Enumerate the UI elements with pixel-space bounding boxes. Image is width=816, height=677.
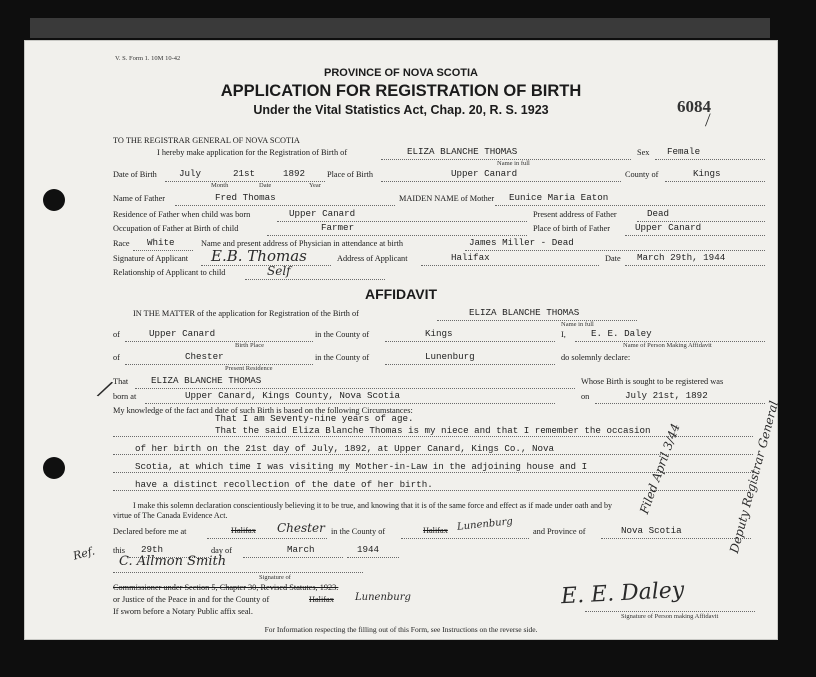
affidavit-intro: IN THE MATTER of the application for Registration of the Birth of [133,309,359,318]
declare-text: do solemnly declare: [561,353,631,362]
deponent-caption: Name of Person Making Affidavit [623,342,712,349]
circumstance-line-3: of her birth on the 21st day of July, 1892, at Upper Canard, Kings Co., Nova [135,443,555,454]
declared-place: Chester [277,521,325,535]
day-of-label: day of [211,546,232,555]
father-address: Dead [647,208,670,219]
affidavit-child-name: ELIZA BLANCHE THOMAS [469,307,580,318]
registrar-note: Deputy Registrar General [727,399,782,555]
applicant-address: Halifax [451,252,490,263]
born-at-label: born at [113,392,137,401]
province-label: and Province of [533,527,586,536]
footer-note: For Information respecting the filling out of this Form, see Instructions on the reverse side. [264,625,538,634]
of-label-2: of [113,353,120,362]
that-label: That [113,377,129,386]
born-at-value: Upper Canard, Kings County, Nova Scotia [185,390,401,401]
affidavit-birth-county: Kings [425,328,453,339]
notary-line: If sworn before a Notary Public affix seal. [113,607,253,616]
county-struck: Halifax [423,526,448,535]
born-on-value: July 21st, 1892 [625,390,708,401]
province-heading: PROVINCE OF NOVA SCOTIA [323,67,478,79]
ref-note: Ref. [71,544,97,563]
father-name: Fred Thomas [215,192,276,203]
declared-struck: Halifax [231,526,256,535]
form-code: V. S. Form 1. 10M 10-42 [115,55,181,62]
declared-day: 29th [141,544,164,555]
relationship-label: Relationship of Applicant to child [113,268,226,277]
declared-year: 1944 [357,544,380,555]
birth-month: July [179,168,202,179]
place-of-birth: Upper Canard [451,168,518,179]
signature-label: Signature of Applicant [113,254,189,263]
date-label: Date [605,254,621,263]
declaration-line-2: virtue of The Canada Evidence Act. [113,511,228,520]
county-value: Kings [693,168,721,179]
deponent-residence: Chester [185,351,224,362]
punch-hole-top [43,189,65,211]
registration-number: 6084 [677,97,711,116]
application-date: March 29th, 1944 [637,252,726,263]
name-caption: Name in full [497,160,530,167]
circumstance-line-5: have a distinct recollection of the date of her birth. [135,479,433,490]
county-label: County of [625,170,659,179]
this-label: this [113,546,125,555]
applicant-signature: E.B. Thomas [211,247,307,265]
of-label-1: of [113,330,120,339]
application-intro: I hereby make application for the Registration of Birth of [157,148,348,157]
father-label: Name of Father [113,194,166,203]
affidavit-name-caption: Name in full [561,321,594,328]
father-occupation: Farmer [321,222,355,233]
circumstance-line-1: That I am Seventy-nine years of age. [215,413,414,424]
commissioner-signature: C. Allmon Smith [119,554,227,569]
registrar-line: TO THE REGISTRAR GENERAL OF NOVA SCOTIA [113,136,300,145]
whose-birth-text: Whose Birth is sought to be registered was [581,377,724,386]
i-label: I, [561,330,566,339]
race-label: Race [113,239,130,248]
deponent-county: Lunenburg [425,351,475,362]
father-pob-label: Place of birth of Father [533,224,610,233]
jp-county: Lunenburg [355,592,411,603]
dob-label: Date of Birth [113,170,157,179]
sex-label: Sex [637,148,650,157]
month-caption: Month [211,182,229,189]
residence-caption: Present Residence [225,365,273,372]
declared-province: Nova Scotia [621,525,682,536]
filed-note: Filed April 3/44 [637,421,683,516]
punch-hole-bottom [43,457,65,479]
jp-line: or Justice of the Peace in and for the County of [113,595,270,604]
mother-label: MAIDEN NAME of Mother [399,194,495,203]
that-name: ELIZA BLANCHE THOMAS [151,375,262,386]
relationship-value: Self [267,264,291,278]
commissioner-line: Commissioner under Section 5, Chapter 30, Revised Statutes, 1923. [113,583,339,592]
child-name: ELIZA BLANCHE THOMAS [407,146,518,157]
knowledge-text: My knowledge of the fact and date of such Birth is based on the following Circumstances: [113,406,413,415]
affidavit-heading: AFFIDAVIT [364,286,438,302]
margin-checkmark: / [96,376,113,403]
jp-county-struck: Halifax [309,595,334,604]
deponent-signature-caption: Signature of Person making Affidavit [621,613,719,620]
declared-label: Declared before me at [113,527,187,536]
occupation-label: Occupation of Father at Birth of child [113,224,239,233]
form-subtitle: Under the Vital Statistics Act, Chap. 20, R. S. 1923 [253,103,549,117]
declared-county-label: in the County of [331,527,386,536]
birth-year: 1892 [283,168,306,179]
father-residence: Upper Canard [289,208,356,219]
in-county-label-1: in the County of [315,330,370,339]
birth-registration-form [24,40,782,640]
circumstance-line-4: Scotia, at which time I was visiting my Mother-in-Law in the adjoining house and I [135,461,588,472]
on-label: on [581,392,590,401]
deponent-signature: E. E. Daley [560,577,685,610]
affidavit-birth-place: Upper Canard [149,328,216,339]
father-place-of-birth: Upper Canard [635,222,702,233]
year-caption: Year [309,182,321,189]
physician-value: James Miller - Dead [469,237,574,248]
day-caption: Date [259,182,272,189]
sex-value: Female [667,146,701,157]
applicant-address-label: Address of Applicant [337,254,408,263]
race-value: White [147,237,175,248]
residence-label: Residence of Father when child was born [113,210,251,219]
declared-month: March [287,544,315,555]
declaration-line-1: I make this solemn declaration conscientiously believing it to be true, and knowing that it is of the same force and effect as if made under oath and by [133,501,613,510]
physician-label: Name and present address of Physician in attendance at birth [201,239,404,248]
deponent-name: E. E. Daley [591,328,652,339]
signature-of-caption: Signature of [259,574,291,581]
form-title: APPLICATION FOR REGISTRATION OF BIRTH [220,82,582,100]
in-county-label-2: in the County of [315,353,370,362]
birth-day: 21st [233,168,256,179]
declared-county: Lunenburg [456,516,514,533]
scan-top-strip [30,18,770,38]
pob-label: Place of Birth [327,170,374,179]
circumstance-line-2: That the said Eliza Blanche Thomas is my niece and that I remember the occasion [215,425,651,436]
birth-place-caption: Birth Place [235,342,265,349]
father-address-label: Present address of Father [533,210,617,219]
mother-name: Eunice Maria Eaton [509,192,609,203]
checkmark: ⁄ [704,113,712,129]
